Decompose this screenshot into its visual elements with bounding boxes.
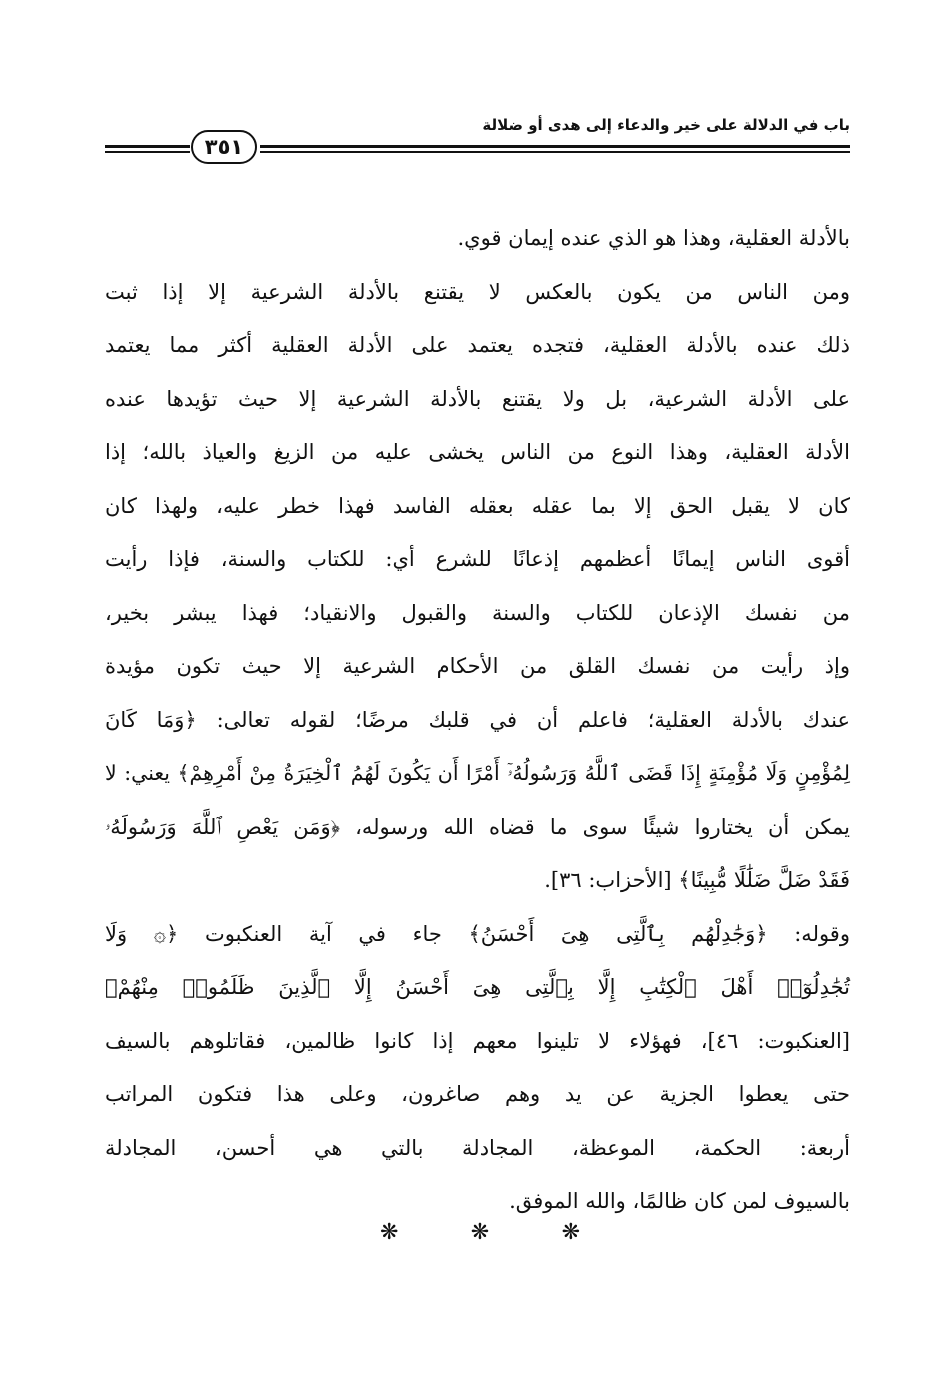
text-line: تُجَٰدِلُوٓا۟ أَهْلَ ٱلْكِتَٰبِ إِلَّا بِٱلَّتِى هِىَ أَحْسَنُ إِلَّا ٱلَّذِينَ ظَلَمُوا۟ مِنْهُمْ﴾	[105, 975, 850, 999]
text-line: عندك بالأدلة العقلية؛ فاعلم أن في قلبك مرضًا؛ لقوله تعالى: ﴿وَمَا كَانَ	[105, 707, 850, 732]
text-line: ومن الناس من يكون بالعكس لا يقتنع بالأدلة الشرعية إلا إذا ثبت	[105, 279, 850, 304]
page-header	[105, 112, 850, 172]
text-line: بالأدلة العقلية، وهذا هو الذي عنده إيمان قوي.	[457, 226, 850, 250]
text-line: وإذ رأيت من نفسك القلق من الأحكام الشرعية إلا حيث تكون مؤيدة	[105, 654, 850, 678]
header-rule-left	[105, 145, 190, 153]
text-line: ذلك عنده بالأدلة العقلية، فتجده يعتمد على الأدلة العقلية أكثر مما يعتمد	[105, 333, 850, 357]
text-line: لِمُؤْمِنٍ وَلَا مُؤْمِنَةٍ إِذَا قَضَى ٱللَّهُ وَرَسُولُهُۥٓ أَمْرًا أَن يَكُونَ لَهُمُ ٱلْخِيَرَةُ مِنْ أَمْرِهِمْ﴾ يعني: لا	[105, 761, 850, 785]
text-line: على الأدلة الشرعية، بل ولا يقتنع بالأدلة الشرعية إلا حيث تؤيدها عنده	[105, 386, 850, 411]
body-text	[105, 212, 850, 1229]
text-line: فَقَدْ ضَلَّ ضَلَٰلًا مُّبِينًا﴾ [الأحزاب: ٣٦].	[544, 868, 850, 892]
text-line: الأدلة العقلية، وهذا النوع من الناس يخشى عليه من الزيغ والعياذ بالله؛ إذا	[105, 440, 850, 464]
page-number: ٣٥١	[191, 130, 257, 164]
asterism-icon: ❋	[380, 1220, 399, 1245]
text-line: كان لا يقبل الحق إلا بما عقله بعقله الفاسد فهذا خطر عليه، ولهذا كان	[105, 493, 850, 518]
asterism-icon: ❋	[561, 1220, 580, 1245]
text-line: وقوله: ﴿وَجَٰدِلْهُم بِٱلَّتِى هِىَ أَحْسَنُ﴾ جاء في آية العنكبوت ﴿۞ وَلَا	[105, 921, 850, 946]
text-line: بالسيوف لمن كان ظالمًا، والله الموفق.	[509, 1189, 850, 1213]
text-line: من نفسك الإذعان للكتاب والسنة والقبول والانقياد؛ فهذا يبشر بخير،	[105, 600, 850, 625]
text-line: يمكن أن يختاروا شيئًا سوى ما قضاه الله ورسوله، ﴿وَمَن يَعْصِ ٱللَّهَ وَرَسُولَهُۥ	[105, 814, 850, 839]
text-line: [العنكبوت: ٤٦]، فهؤلاء لا تلينوا معهم إذا كانوا ظالمين، فقاتلوهم بالسيف	[105, 1028, 850, 1053]
text-line: أربعة: الحكمة، الموعظة، المجادلة بالتي هي أحسن، المجادلة	[105, 1135, 850, 1160]
asterism-icon: ❋	[470, 1220, 490, 1245]
text-line: حتى يعطوا الجزية عن يد وهم صاغرون، وعلى هذا فتكون المراتب	[105, 1082, 850, 1106]
text-line: أقوى الناس إيمانًا أعظمهم إذعانًا للشرع أي: للكتاب والسنة، فإذا رأيت	[105, 547, 850, 571]
header-rule-right	[260, 145, 850, 153]
section-separator	[380, 1220, 580, 1245]
running-title: باب في الدلالة على خير والدعاء إلى هدى أو ضلالة	[482, 116, 850, 134]
